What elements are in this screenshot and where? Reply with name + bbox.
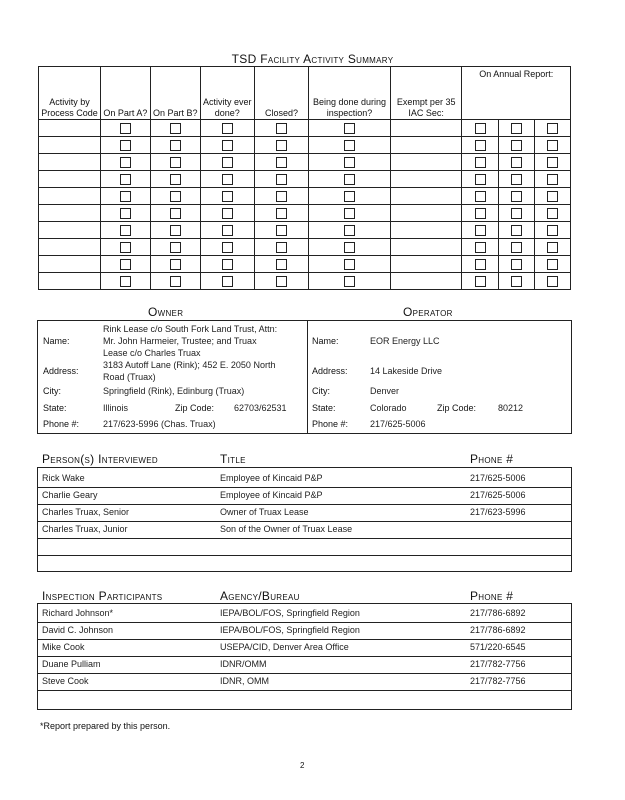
operator-address-label: Address: [312, 366, 348, 376]
participant-name: David C. Johnson [42, 625, 114, 635]
activity-checkbox[interactable] [276, 123, 287, 134]
activity-cell [534, 120, 570, 137]
activity-cell [309, 222, 391, 239]
owner-phone: 217/623-5996 (Chas. Truax) [103, 419, 216, 429]
activity-cell [390, 205, 462, 222]
participant-phone: 217/782-7756 [470, 659, 526, 669]
activity-cell [498, 120, 534, 137]
activity-checkbox[interactable] [120, 140, 131, 151]
activity-cell [254, 120, 308, 137]
activity-checkbox[interactable] [170, 225, 181, 236]
activity-checkbox[interactable] [222, 276, 233, 287]
activity-checkbox[interactable] [120, 208, 131, 219]
activity-cell [498, 222, 534, 239]
activity-checkbox[interactable] [547, 225, 558, 236]
interviewed-row-divider [37, 521, 571, 522]
operator-zip-label: Zip Code: [437, 403, 477, 413]
activity-cell [150, 171, 200, 188]
activity-cell [101, 171, 151, 188]
activity-cell [200, 239, 254, 256]
activity-checkbox[interactable] [170, 191, 181, 202]
activity-checkbox[interactable] [344, 225, 355, 236]
owner-operator-divider [307, 320, 308, 433]
activity-cell [309, 120, 391, 137]
activity-cell [462, 205, 498, 222]
activity-checkbox[interactable] [120, 174, 131, 185]
owner-phone-label: Phone #: [43, 419, 80, 429]
activity-cell [200, 273, 254, 290]
interviewed-name: Charlie Geary [42, 490, 98, 500]
activity-cell [254, 171, 308, 188]
activity-cell [254, 205, 308, 222]
activity-cell [200, 256, 254, 273]
activity-cell [534, 205, 570, 222]
owner-name-line-1: Rink Lease c/o South Fork Land Trust, Attn: [103, 324, 278, 334]
activity-cell [390, 120, 462, 137]
operator-phone-label: Phone #: [312, 419, 349, 429]
interviewed-phone: 217/625-5006 [470, 473, 526, 483]
activity-checkbox[interactable] [475, 225, 486, 236]
activity-checkbox[interactable] [547, 259, 558, 270]
owner-state: Illinois [103, 403, 129, 413]
activity-checkbox[interactable] [547, 191, 558, 202]
activity-checkbox[interactable] [120, 276, 131, 287]
owner-address-line-1: 3183 Autoff Lane (Rink); 452 E. 2050 North [103, 360, 276, 370]
activity-cell [462, 154, 498, 171]
operator-address: 14 Lakeside Drive [370, 366, 443, 376]
activity-checkbox[interactable] [344, 191, 355, 202]
activity-cell [462, 256, 498, 273]
participant-name: Mike Cook [42, 642, 85, 652]
col-on-part-b: On Part B? [150, 67, 200, 120]
activity-cell [498, 154, 534, 171]
activity-checkbox[interactable] [344, 242, 355, 253]
activity-checkbox[interactable] [276, 259, 287, 270]
activity-checkbox[interactable] [511, 123, 522, 134]
activity-cell [498, 188, 534, 205]
activity-cell [150, 154, 200, 171]
activity-checkbox[interactable] [276, 242, 287, 253]
activity-row [39, 256, 571, 273]
activity-cell [39, 273, 101, 290]
activity-cell [498, 256, 534, 273]
activity-cell [254, 154, 308, 171]
activity-checkbox[interactable] [276, 157, 287, 168]
activity-row [39, 273, 571, 290]
col-being-done: Being done during inspection? [309, 67, 391, 120]
activity-checkbox[interactable] [222, 208, 233, 219]
interviewed-header-phone: Phone # [470, 452, 514, 466]
activity-checkbox[interactable] [222, 191, 233, 202]
activity-checkbox[interactable] [120, 259, 131, 270]
interviewed-row-divider [37, 504, 571, 505]
activity-checkbox[interactable] [511, 191, 522, 202]
activity-checkbox[interactable] [344, 208, 355, 219]
activity-cell [390, 256, 462, 273]
participant-name: Duane Pulliam [42, 659, 101, 669]
activity-row [39, 188, 571, 205]
activity-cell [534, 273, 570, 290]
participant-phone: 571/220-6545 [470, 642, 526, 652]
activity-checkbox[interactable] [475, 191, 486, 202]
activity-cell [254, 273, 308, 290]
activity-cell [254, 137, 308, 154]
activity-checkbox[interactable] [170, 259, 181, 270]
activity-checkbox[interactable] [222, 157, 233, 168]
activity-cell [150, 205, 200, 222]
activity-checkbox[interactable] [511, 276, 522, 287]
activity-header-row [39, 67, 571, 120]
col-closed: Closed? [254, 67, 308, 120]
participants-row-divider [37, 656, 571, 657]
participant-name: Richard Johnson* [42, 608, 114, 618]
activity-cell [462, 239, 498, 256]
activity-cell [309, 137, 391, 154]
activity-checkbox[interactable] [511, 140, 522, 151]
activity-cell [200, 137, 254, 154]
activity-checkbox[interactable] [276, 174, 287, 185]
activity-cell [309, 256, 391, 273]
activity-checkbox[interactable] [120, 191, 131, 202]
col-activity-ever-done: Activity ever done? [200, 67, 254, 120]
activity-checkbox[interactable] [475, 123, 486, 134]
activity-checkbox[interactable] [170, 208, 181, 219]
participant-agency: IEPA/BOL/FOS, Springfield Region [220, 625, 360, 635]
activity-cell [462, 137, 498, 154]
activity-cell [390, 273, 462, 290]
activity-row [39, 120, 571, 137]
activity-cell [150, 239, 200, 256]
activity-checkbox[interactable] [170, 174, 181, 185]
activity-cell [498, 273, 534, 290]
activity-cell [498, 137, 534, 154]
activity-checkbox[interactable] [344, 174, 355, 185]
interviewed-row-divider [37, 538, 571, 539]
owner-address-line-2: Road (Truax) [103, 372, 156, 382]
activity-checkbox[interactable] [547, 140, 558, 151]
activity-cell [462, 222, 498, 239]
interviewed-title: Son of the Owner of Truax Lease [220, 524, 353, 534]
activity-cell [309, 154, 391, 171]
activity-checkbox[interactable] [344, 259, 355, 270]
interviewed-name: Charles Truax, Senior [42, 507, 130, 517]
activity-cell [39, 205, 101, 222]
activity-row [39, 137, 571, 154]
activity-cell [309, 188, 391, 205]
activity-cell [534, 256, 570, 273]
owner-city: Springfield (Rink), Edinburg (Truax) [103, 386, 245, 396]
activity-cell [150, 188, 200, 205]
activity-cell [254, 239, 308, 256]
interviewed-name: Charles Truax, Junior [42, 524, 128, 534]
participants-row-divider [37, 673, 571, 674]
page-number: 2 [300, 761, 305, 770]
interviewed-title: Employee of Kincaid P&P [220, 473, 323, 483]
activity-cell [390, 188, 462, 205]
interviewed-row-divider [37, 487, 571, 488]
operator-section-label: Operator [403, 305, 453, 319]
activity-row [39, 239, 571, 256]
participants-row-divider [37, 690, 571, 691]
activity-cell [390, 154, 462, 171]
activity-checkbox[interactable] [475, 140, 486, 151]
activity-cell [101, 188, 151, 205]
activity-cell [309, 273, 391, 290]
activity-cell [498, 239, 534, 256]
activity-checkbox[interactable] [170, 242, 181, 253]
activity-cell [534, 171, 570, 188]
activity-checkbox[interactable] [475, 157, 486, 168]
activity-checkbox[interactable] [511, 174, 522, 185]
activity-cell [39, 222, 101, 239]
activity-checkbox[interactable] [344, 157, 355, 168]
participants-header-agency: Agency/Bureau [220, 589, 300, 603]
activity-checkbox[interactable] [475, 174, 486, 185]
activity-cell [200, 188, 254, 205]
operator-phone: 217/625-5006 [370, 419, 426, 429]
activity-checkbox[interactable] [344, 123, 355, 134]
activity-cell [150, 273, 200, 290]
activity-checkbox[interactable] [547, 208, 558, 219]
interviewed-name: Rick Wake [42, 473, 85, 483]
interviewed-phone: 217/625-5006 [470, 490, 526, 500]
activity-checkbox[interactable] [547, 276, 558, 287]
owner-name-line-3: Lease c/o Charles Truax [103, 348, 201, 358]
activity-cell [254, 256, 308, 273]
activity-cell [309, 171, 391, 188]
participant-phone: 217/786-6892 [470, 625, 526, 635]
activity-checkbox[interactable] [222, 123, 233, 134]
activity-checkbox[interactable] [344, 140, 355, 151]
activity-checkbox[interactable] [475, 259, 486, 270]
activity-cell [150, 120, 200, 137]
activity-checkbox[interactable] [511, 225, 522, 236]
activity-cell [498, 171, 534, 188]
activity-cell [101, 205, 151, 222]
activity-checkbox[interactable] [222, 174, 233, 185]
activity-cell [39, 154, 101, 171]
activity-cell [498, 205, 534, 222]
activity-checkbox[interactable] [170, 276, 181, 287]
activity-cell [101, 239, 151, 256]
activity-cell [309, 205, 391, 222]
activity-checkbox[interactable] [222, 140, 233, 151]
activity-cell [462, 171, 498, 188]
activity-checkbox[interactable] [170, 140, 181, 151]
activity-summary-table [38, 66, 571, 290]
activity-cell [101, 273, 151, 290]
activity-cell [534, 154, 570, 171]
activity-row [39, 171, 571, 188]
activity-checkbox[interactable] [222, 225, 233, 236]
activity-checkbox[interactable] [511, 157, 522, 168]
activity-cell [200, 154, 254, 171]
activity-row [39, 205, 571, 222]
owner-zip-label: Zip Code: [175, 403, 215, 413]
activity-cell [101, 120, 151, 137]
participant-agency: IEPA/BOL/FOS, Springfield Region [220, 608, 360, 618]
operator-state: Colorado [370, 403, 407, 413]
activity-checkbox[interactable] [511, 208, 522, 219]
interviewed-header-title: Title [220, 452, 246, 466]
col-exempt: Exempt per 35 IAC Sec: [390, 67, 462, 120]
interviewed-title: Employee of Kincaid P&P [220, 490, 323, 500]
activity-checkbox[interactable] [276, 276, 287, 287]
interviewed-header-person: Person(s) Interviewed [42, 452, 158, 466]
col-on-annual-report: On Annual Report: [462, 67, 571, 120]
activity-checkbox[interactable] [276, 191, 287, 202]
activity-checkbox[interactable] [344, 276, 355, 287]
interviewed-title: Owner of Truax Lease [220, 507, 309, 517]
activity-cell [39, 137, 101, 154]
participants-row-divider [37, 622, 571, 623]
activity-checkbox[interactable] [511, 259, 522, 270]
footnote: *Report prepared by this person. [40, 721, 171, 731]
activity-cell [462, 120, 498, 137]
activity-cell [534, 222, 570, 239]
owner-name-line-2: Mr. John Harmeier, Trustee; and Truax [103, 336, 257, 346]
activity-cell [390, 171, 462, 188]
owner-name-label: Name: [43, 336, 70, 346]
activity-cell [39, 120, 101, 137]
operator-city: Denver [370, 386, 400, 396]
activity-cell [254, 222, 308, 239]
activity-cell [200, 171, 254, 188]
activity-checkbox[interactable] [276, 140, 287, 151]
activity-checkbox[interactable] [222, 242, 233, 253]
operator-city-label: City: [312, 386, 330, 396]
activity-row [39, 154, 571, 171]
participant-phone: 217/782-7756 [470, 676, 526, 686]
interviewed-row-divider [37, 555, 571, 556]
participant-agency: IDNR, OMM [220, 676, 269, 686]
operator-state-label: State: [312, 403, 336, 413]
activity-cell [462, 188, 498, 205]
activity-checkbox[interactable] [547, 174, 558, 185]
activity-cell [39, 239, 101, 256]
activity-checkbox[interactable] [120, 157, 131, 168]
activity-cell [390, 239, 462, 256]
activity-cell [534, 239, 570, 256]
activity-cell [254, 188, 308, 205]
activity-cell [101, 222, 151, 239]
participant-agency: IDNR/OMM [220, 659, 267, 669]
activity-checkbox[interactable] [170, 157, 181, 168]
participant-agency: USEPA/CID, Denver Area Office [220, 642, 349, 652]
interviewed-phone: 217/623-5996 [470, 507, 526, 517]
participants-header-name: Inspection Participants [42, 589, 163, 603]
activity-checkbox[interactable] [475, 276, 486, 287]
activity-cell [534, 188, 570, 205]
activity-table-body [39, 120, 571, 290]
activity-cell [39, 188, 101, 205]
owner-city-label: City: [43, 386, 61, 396]
activity-checkbox[interactable] [511, 242, 522, 253]
activity-cell [390, 222, 462, 239]
activity-cell [150, 222, 200, 239]
activity-cell [101, 137, 151, 154]
activity-checkbox[interactable] [170, 123, 181, 134]
activity-cell [200, 120, 254, 137]
activity-cell [200, 205, 254, 222]
page-title: TSD Facility Activity Summary [231, 52, 394, 66]
col-on-part-a: On Part A? [101, 67, 151, 120]
participant-name: Steve Cook [42, 676, 89, 686]
activity-checkbox[interactable] [475, 208, 486, 219]
activity-checkbox[interactable] [120, 242, 131, 253]
owner-state-label: State: [43, 403, 67, 413]
col-activity-code: Activity by Process Code [39, 67, 101, 120]
activity-row [39, 222, 571, 239]
owner-zip: 62703/62531 [234, 403, 287, 413]
activity-cell [200, 222, 254, 239]
participant-phone: 217/786-6892 [470, 608, 526, 618]
activity-cell [534, 137, 570, 154]
activity-cell [150, 256, 200, 273]
activity-checkbox[interactable] [547, 123, 558, 134]
operator-name-label: Name: [312, 336, 339, 346]
activity-cell [462, 273, 498, 290]
activity-checkbox[interactable] [547, 242, 558, 253]
owner-address-label: Address: [43, 366, 79, 376]
participants-header-phone: Phone # [470, 589, 514, 603]
activity-checkbox[interactable] [475, 242, 486, 253]
activity-cell [101, 256, 151, 273]
participants-row-divider [37, 639, 571, 640]
activity-cell [309, 239, 391, 256]
activity-checkbox[interactable] [547, 157, 558, 168]
operator-name: EOR Energy LLC [370, 336, 440, 346]
activity-checkbox[interactable] [120, 225, 131, 236]
activity-cell [39, 171, 101, 188]
activity-checkbox[interactable] [120, 123, 131, 134]
operator-zip: 80212 [498, 403, 524, 413]
activity-checkbox[interactable] [222, 259, 233, 270]
activity-checkbox[interactable] [276, 225, 287, 236]
activity-checkbox[interactable] [276, 208, 287, 219]
activity-cell [39, 256, 101, 273]
activity-cell [390, 137, 462, 154]
activity-cell [101, 154, 151, 171]
owner-section-label: Owner [148, 305, 184, 319]
activity-cell [150, 137, 200, 154]
